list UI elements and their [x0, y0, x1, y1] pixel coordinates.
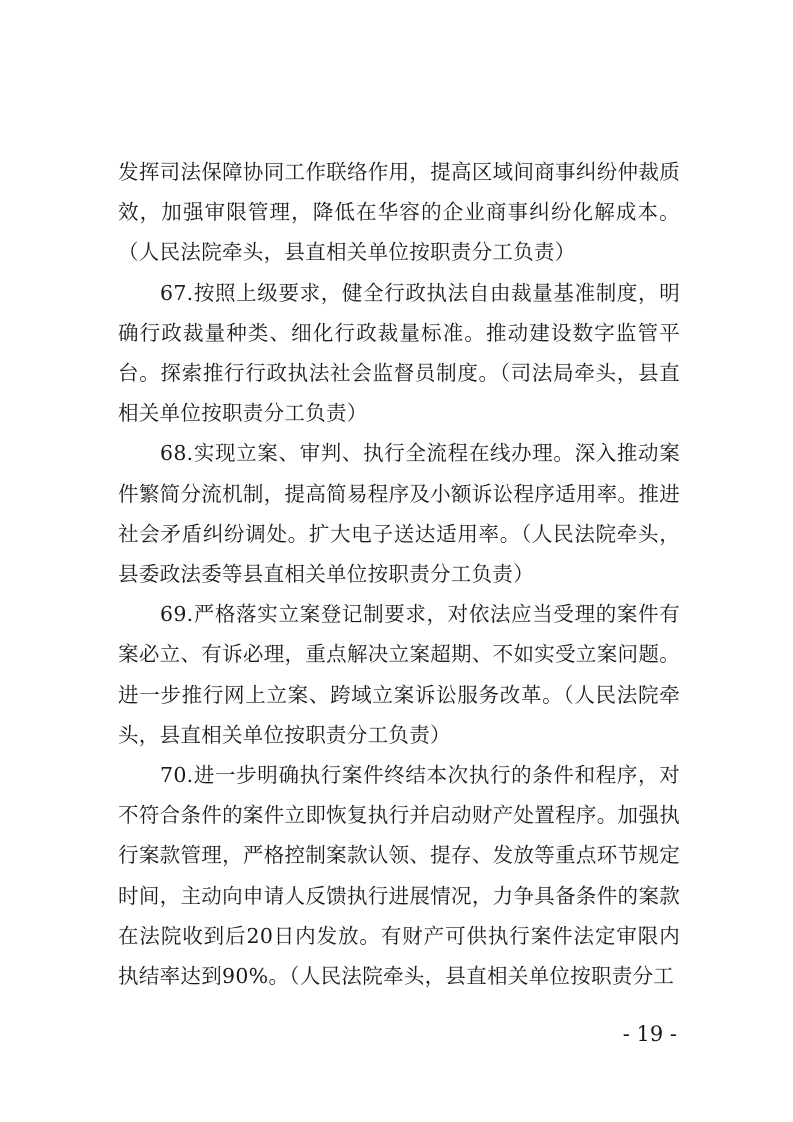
paragraph-continuation: 发挥司法保障协同工作联络作用，提高区域间商事纠纷仲裁质效，加强审限管理，降低在华容的企业商事纠纷化解成本。（人民法院牵头，县直相关单位按职责分工负责）: [118, 160, 680, 265]
document-body: [118, 152, 680, 996]
page-number: - 19 -: [622, 1022, 677, 1046]
paragraph-item-69: 69.严格落实立案登记制要求，对依法应当受理的案件有案必立、有诉必理，重点解决立案超期、不如实受立案问题。进一步推行网上立案、跨域立案诉讼服务改革。（人民法院牵头，县直相关单位按职责分工负责）: [118, 602, 680, 747]
paragraph-item-67: 67.按照上级要求，健全行政执法自由裁量基准制度，明确行政裁量种类、细化行政裁量标准。推动建设数字监管平台。探索推行行政执法社会监督员制度。（司法局牵头，县直相关单位按职责分工负责）: [118, 280, 680, 426]
paragraph-item-70: 70.进一步明确执行案件终结本次执行的条件和程序，对不符合条件的案件立即恢复执行并启动财产处置程序。加强执行案款管理，严格控制案款认领、提存、发放等重点环节规定时间，主动向申请人反馈执行进展情况，力争具备条件的案款在法院收到后20日内发放。有财产可供执行案件法定审限内执结率达到90%。（人民法院牵头，县直相关单位按职责分工: [118, 763, 680, 989]
paragraph-item-68: 68.实现立案、审判、执行全流程在线办理。深入推动案件繁简分流机制，提高简易程序及小额诉讼程序适用率。推进社会矛盾纠纷调处。扩大电子送达适用率。（人民法院牵头，县委政法委等县直相关单位按职责分工负责）: [118, 441, 680, 587]
